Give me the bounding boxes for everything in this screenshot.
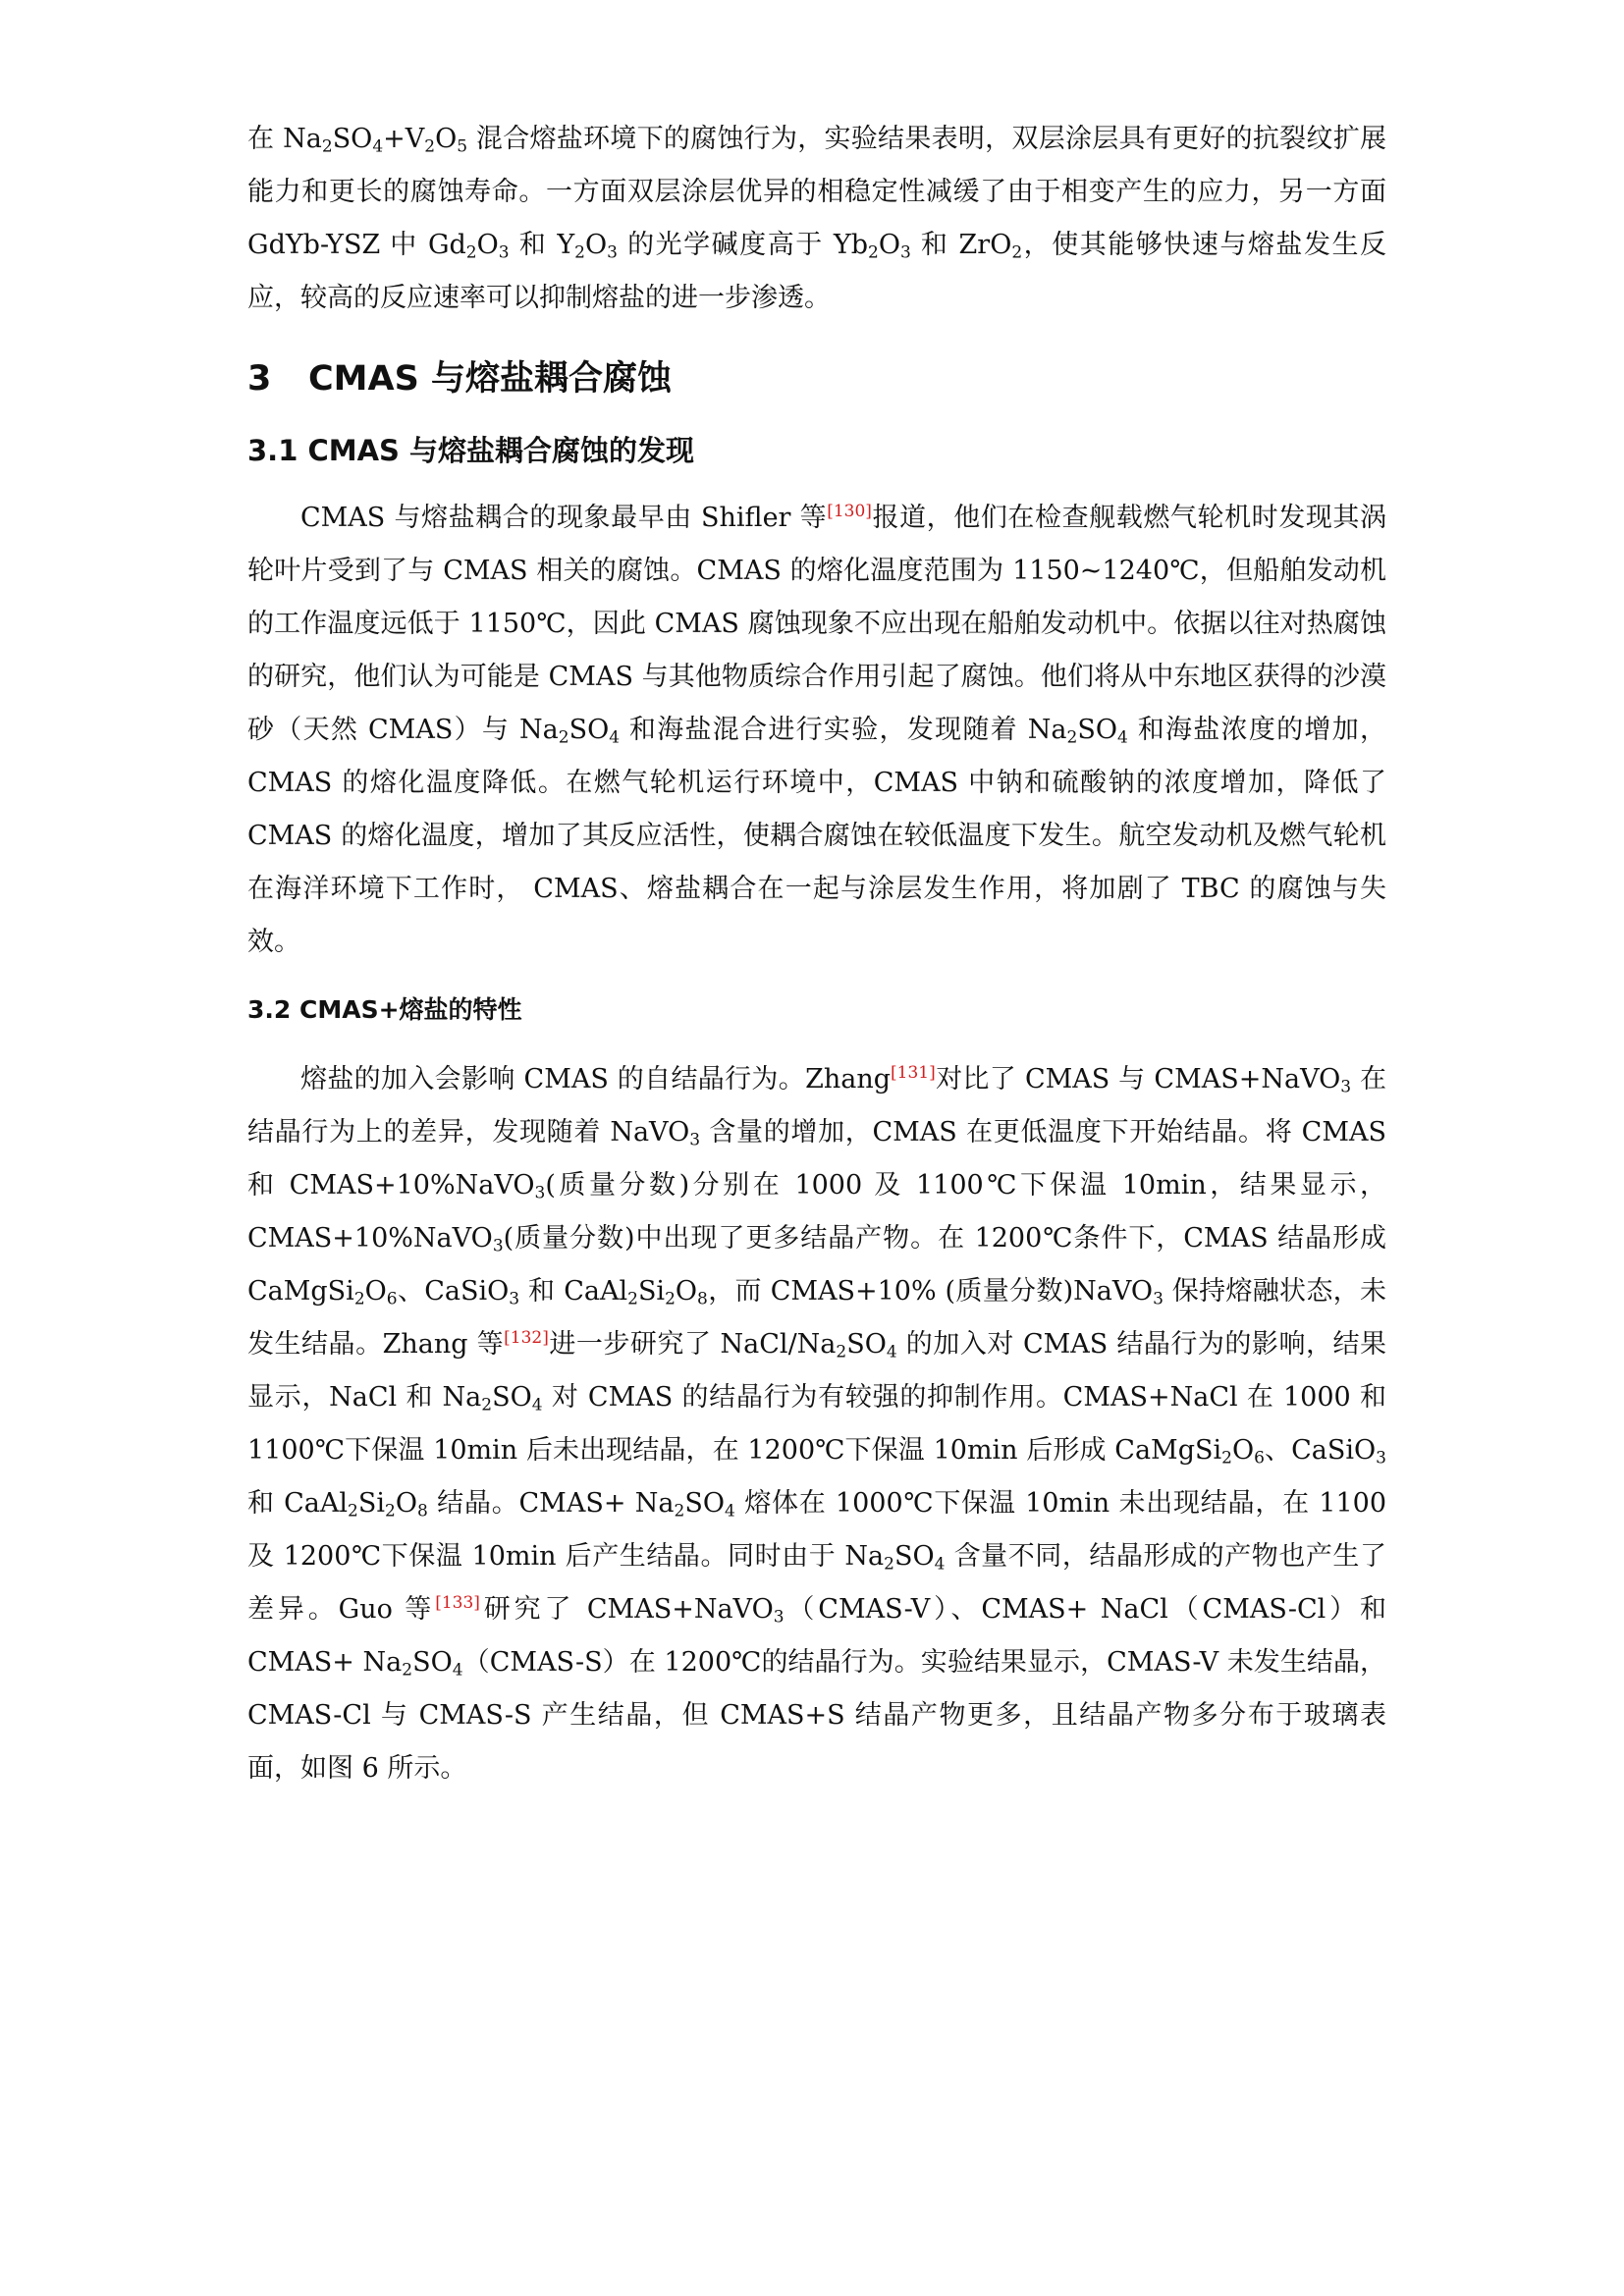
section-heading — [247, 354, 1386, 403]
citation-link[interactable]: [131] — [891, 1062, 936, 1083]
paragraph-3-1: CMAS 与熔盐耦合的现象最早由 Shifler 等[130]报道，他们在检查舰载燃气轮机时发现其涡轮叶片受到了与 CMAS 相关的腐蚀。CMAS 的熔化温度范围为 1150~1240℃，但船舶发动机的工作温度远低于 1150℃，因此 CMAS 腐蚀现象不应出现在船舶发动机中。依据以往对热腐蚀的研究，他们认为可能是 CMAS 与其他物质综合作用引起了腐蚀。他们将从中东地区获得的沙漠砂（天然 CMAS）与 $Na_2SO_4$ 和海盐混合进行实验，发现随着 $Na_2SO_4$ 和海盐浓度的增加，CMAS 的熔化温度降低。在燃气轮机运行环境中，CMAS 中钠和硫酸钠的浓度增加，降低了 CMAS 的熔化温度，增加了其反应活性，使耦合腐蚀在较低温度下发生。航空发动机及燃气轮机在海洋环境下工作时， CMAS、熔盐耦合在一起与涂层发生作用，将加剧了 TBC 的腐蚀与失效。 — [247, 501, 1386, 957]
paragraph-3-2: 熔盐的加入会影响 CMAS 的自结晶行为。Zhang[131]对比了 CMAS 与 CMAS+NaVO$_3$ 在结晶行为上的差异，发现随着 NaVO$_3$ 含量的增加，CMAS 在更低温度下开始结晶。将 CMAS 和 CMAS+10%NaVO$_3$(质量分数)分别在 1000 及 1100℃下保温 10min，结果显示，CMAS+10%NaVO$_3$(质量分数)中出现了更多结晶产物。在 1200℃条件下，CMAS 结晶形成 $CaMgSi_2O_6$、CaSiO$_3$ 和 $CaAl_2Si_2O_8$，而 CMAS+10% (质量分数)NaVO$_3$ 保持熔融状态，未发生结晶。Zhang 等[132]进一步研究了 NaCl/$Na_2SO_4$ 的加入对 CMAS 结晶行为的影响，结果显示，NaCl 和 $Na_2SO_4$ 对 CMAS 的结晶行为有较强的抑制作用。CMAS+NaCl 在 1000 和 1100℃下保温 10min 后未出现结晶，在 1200℃下保温 10min 后形成 $CaMgSi_2O_6$、CaSiO$_3$ 和 $CaAl_2Si_2O_8$ 结晶。CMAS+ $Na_2SO_4$ 熔体在 1000℃下保温 10min 未出现结晶，在 1100 及 1200℃下保温 10min 后产生结晶。同时由于 $Na_2SO_4$ 含量不同，结晶形成的产物也产生了差异。Guo 等[133]研究了 CMAS+NaVO$_3$（CMAS-V）、CMAS+ NaCl（CMAS-Cl）和 CMAS+ $Na_2SO_4(CMAS-S)$在 1200℃的结晶行为。实验结果显示，CMAS-V 未发生结晶，CMAS-Cl 与 CMAS-S 产生结晶，但 CMAS+S 结晶产物更多，且结晶产物多分布于玻璃表面，如图 6 所示。 — [247, 1062, 1387, 1784]
subsection-heading-3-2: 3.2 CMAS+熔盐的特性 — [247, 995, 522, 1024]
citation-link[interactable]: [132] — [504, 1327, 549, 1348]
section-number: 3 — [247, 359, 272, 399]
citation-link[interactable]: [130] — [827, 501, 872, 521]
document-page — [247, 113, 1386, 1795]
citation-link[interactable]: [133] — [435, 1592, 480, 1613]
paragraph-intro: 在 $Na_2SO_4+V_2O_5$ 混合熔盐环境下的腐蚀行为，实验结果表明，双层涂层具有更好的抗裂纹扩展能力和更长的腐蚀寿命。一方面双层涂层优异的相稳定性减缓了由于相变产生的应力，另一方面 GdYb-YSZ 中 $Gd_2O_3$ 和 $Y_2O_3$ 的光学碱度高于 $Yb_2O_3$ 和 ZrO$_2$，使其能够快速与熔盐发生反应，较高的反应速率可以抑制熔盐的进一步渗透。 — [247, 124, 1386, 313]
subsection-heading-3-1: 3.1 CMAS 与熔盐耦合腐蚀的发现 — [247, 434, 695, 467]
section-title: CMAS 与熔盐耦合腐蚀 — [308, 359, 672, 399]
